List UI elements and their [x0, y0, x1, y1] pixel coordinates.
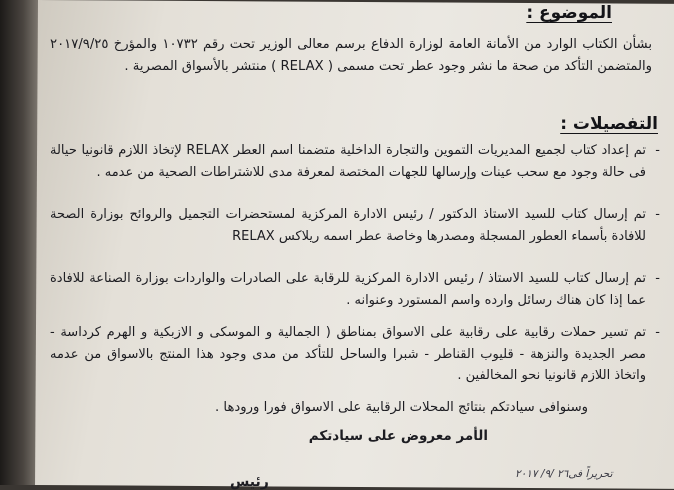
subject-heading: الموضوع : [526, 3, 612, 23]
details-item [50, 322, 660, 387]
bullet-dash: - [655, 143, 660, 158]
respect-line: الأمر معروض على سيادتكم [308, 428, 488, 444]
details-item [50, 204, 660, 247]
document [50, 0, 660, 490]
details-item [50, 140, 660, 183]
bullet-dash: - [655, 271, 660, 286]
bullet-dash: - [655, 325, 660, 340]
details-item [50, 268, 660, 311]
document-date: تحريراً فى٢٦ /٩/ ٢٠١٧ [515, 468, 613, 480]
subject-text: بشأن الكتاب الوارد من الأمانة العامة لوزارة الدفاع برسم معالى الوزير تحت رقم ١٠٧٣٢ والمؤرخ ٢٠١٧/٩/٢٥ والمتضمن التأكد من صحة ما نشر وجود عطر تحت مسمى ( RELAX ) منتشر بالأسواق المصرية . [50, 37, 652, 74]
details-item-text: تم إعداد كتاب لجميع المديريات التموين والتجارة الداخلية متضمنا اسم العطر RELAX لإتخاذ اللازم قانونيا حيالة فى حالة وجود مع سحب عينات وإرسالها للجهات المختصة لمعرفة مدى للاشتراطات الصحية من عدمه . [50, 143, 646, 180]
details-item-text: تم إرسال كتاب للسيد الاستاذ الدكتور / رئيس الادارة المركزية لمستحضرات التجميل والروائح بوزارة الصحة للافادة بأسماء العطور المسجلة ومصدرها وخاصة عطر اسمه ريلاكس RELAX [50, 207, 646, 244]
details-item-text: تم تسير حملات رقابية على رقابية على الاسواق بمناطق ( الجمالية و الموسكى و الازبكية و الهرم كرداسة - مصر الجديدة والنزهة - قليوب القناطر - شبرا والساحل للتأكد من مدى وجود هذا المنتج بالاسواق من عدمه واتخاذ اللازم قانونيا نحو المخالفين . [50, 325, 646, 383]
details-heading: التفصيلات : [560, 114, 658, 134]
closing-sentence: وسنوافى سيادتكم بنتائج المحلات الرقابية على الاسواق فورا ورودها . [215, 400, 588, 415]
details-item-text: تم إرسال كتاب للسيد الاستاذ / رئيس الادارة المركزية للرقابة على الصادرات والواردات بوزارة الصناعة للافادة عما إذا كان هناك رسائل وارده واسم المستورد وعنوانه . [50, 271, 646, 308]
signature-title: رئيس [230, 474, 269, 490]
bullet-dash: - [655, 207, 660, 222]
